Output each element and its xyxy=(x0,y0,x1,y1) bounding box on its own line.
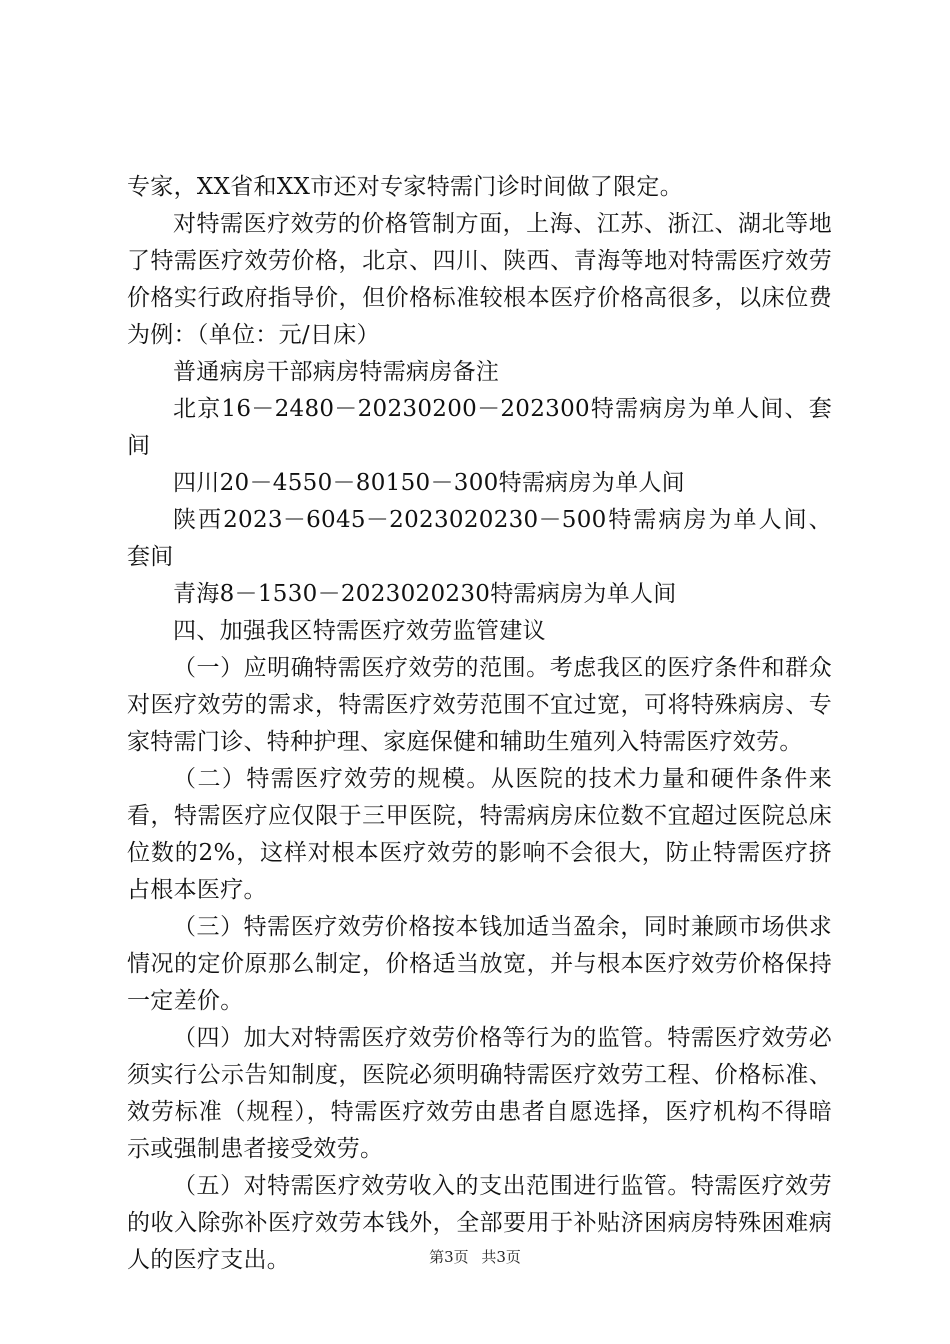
document-body xyxy=(127,169,832,1279)
total-pages: 共3页 xyxy=(481,1248,521,1266)
section-heading: 四、加强我区特需医疗效劳监管建议 xyxy=(173,618,546,644)
paragraph-suggestion-4: （四）加大对特需医疗效劳价格等行为的监管。特需医疗效劳必须实行公示告知制度，医院必须明确特需医疗效劳工程、价格标准、效劳标准（规程），特需医疗效劳由患者自愿选择，医疗机构不得暗示或强制患者接受效劳。 xyxy=(127,1025,832,1162)
paragraph-2: 对特需医疗效劳的价格管制方面，上海、江苏、浙江、湖北等地了特需医疗效劳价格，北京、四川、陕西、青海等地对特需医疗效劳价格实行政府指导价，但价格标准较根本医疗价格高很多，以床位费为例：（单位：元/日床） xyxy=(127,211,832,348)
paragraph-1: 专家，XX省和XX市还对专家特需门诊时间做了限定。 xyxy=(127,174,683,200)
page-number: 第3页 xyxy=(429,1248,469,1266)
table-row-qinghai: 青海8－1530－2023020230特需病房为单人间 xyxy=(173,581,677,607)
table-row-beijing: 北京16－2480－20230200－202300特需病房为单人间、套间 xyxy=(127,396,832,459)
paragraph-suggestion-5: （五）对特需医疗效劳收入的支出范围进行监管。特需医疗效劳的收入除弥补医疗效劳本钱外，全部要用于补贴济困病房特殊困难病人的医疗支出。 xyxy=(127,1173,832,1273)
table-row-shaanxi: 陕西2023－6045－2023020230－500特需病房为单人间、套间 xyxy=(127,507,832,570)
page-footer xyxy=(0,1246,950,1267)
paragraph-suggestion-3: （三）特需医疗效劳价格按本钱加适当盈余，同时兼顾市场供求情况的定价原那么制定，价格适当放宽，并与根本医疗效劳价格保持一定差价。 xyxy=(127,914,832,1014)
paragraph-suggestion-2: （二）特需医疗效劳的规模。从医院的技术力量和硬件条件来看，特需医疗应仅限于三甲医院，特需病房床位数不宜超过医院总床位数的2%，这样对根本医疗效劳的影响不会很大，防止特需医疗挤占根本医疗。 xyxy=(127,766,832,903)
table-header-line: 普通病房干部病房特需病房备注 xyxy=(173,359,500,385)
table-row-sichuan: 四川20－4550－80150－300特需病房为单人间 xyxy=(173,470,685,496)
paragraph-suggestion-1: （一）应明确特需医疗效劳的范围。考虑我区的医疗条件和群众对医疗效劳的需求，特需医疗效劳范围不宜过宽，可将特殊病房、专家特需门诊、特种护理、家庭保健和辅助生殖列入特需医疗效劳。 xyxy=(127,655,832,755)
